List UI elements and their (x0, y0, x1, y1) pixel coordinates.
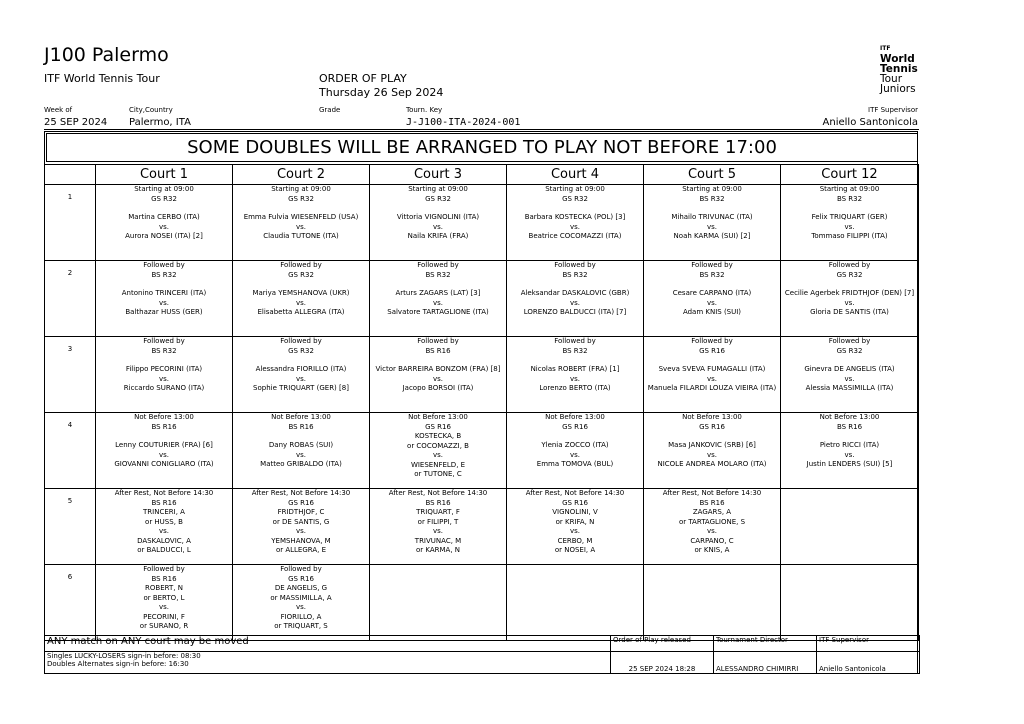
order-of-play-heading: ORDER OF PLAY (319, 72, 407, 85)
match-line: or KRIFA, N (555, 517, 595, 526)
match-line: Elisabetta ALLEGRA (ITA) (257, 308, 345, 316)
row-number: 3 (45, 337, 96, 413)
match-cell (781, 261, 919, 337)
match-line: vs. (158, 298, 169, 307)
match-line: Followed by (828, 337, 871, 345)
match-cell (644, 185, 781, 261)
match-line: vs. (569, 374, 580, 383)
match-line: ZAGARS, A (692, 508, 732, 516)
match-line: TRIVUNAC, M (414, 536, 462, 545)
match-cell (370, 185, 507, 261)
match-line: vs. (432, 374, 443, 383)
match-line: After Rest, Not Before 14:30 (251, 489, 351, 497)
match-line: vs. (706, 450, 717, 459)
doubles-alternates-text: Doubles Alternates sign-in before: 16:30 (47, 659, 189, 668)
match-line: Barbara KOSTECKA (POL) [3] (524, 213, 626, 221)
match-line: or BALDUCCI, L (137, 546, 191, 554)
match-cell (781, 337, 919, 413)
match-line: PECORINI, F (143, 612, 185, 621)
match-line: Starting at 09:00 (271, 185, 331, 193)
footer-supervisor-label: ITF Supervisor (817, 636, 920, 652)
court-header: Court 12 (781, 165, 919, 185)
week-of-value: 25 SEP 2024 (44, 117, 108, 128)
match-cell (96, 489, 233, 565)
match-line: FRIDTHJOF, C (277, 508, 325, 516)
match-line: Followed by (554, 261, 596, 269)
match-line: BS R16 (151, 422, 177, 431)
match-line: BS R16 (151, 574, 177, 583)
match-line: vs. (295, 298, 306, 307)
match-line: BS R16 (425, 346, 451, 355)
schedule-row (45, 413, 919, 489)
match-line: or SURANO, R (139, 622, 189, 630)
match-line: BS R16 (288, 422, 314, 431)
match-line: Followed by (143, 261, 185, 269)
court-header: Court 2 (233, 165, 370, 185)
logo-line-2: Tennis (880, 63, 918, 75)
match-cell (96, 185, 233, 261)
match-cell (233, 337, 370, 413)
match-line: Cecilie Agerbek FRIDTHJOF (DEN) [7] (784, 289, 915, 297)
schedule-row (45, 489, 919, 565)
match-line: Naila KRIFA (FRA) (407, 232, 469, 240)
match-line: Aleksandar DASKALOVIC (GBR) (520, 289, 630, 297)
match-line: BS R32 (562, 346, 588, 355)
match-line: Gloria DE SANTIS (ITA) (810, 308, 889, 316)
match-cell (507, 185, 644, 261)
schedule-row (45, 565, 919, 641)
match-line: GS R16 (562, 498, 588, 507)
match-line (781, 356, 918, 365)
match-line: GS R32 (288, 270, 314, 279)
match-cell (644, 261, 781, 337)
tourn-key-label: Tourn. Key (406, 106, 443, 114)
match-line: or COCOMAZZI, B (407, 441, 469, 450)
match-line: vs. (295, 222, 306, 231)
court-header-row (45, 165, 919, 185)
match-line (644, 204, 780, 213)
match-cell (96, 337, 233, 413)
match-line: Lorenzo BERTO (ITA) (539, 384, 611, 392)
match-line: GS R16 (288, 498, 314, 507)
match-line: Aurora NOSEI (ITA) [2] (125, 232, 203, 240)
match-line (370, 204, 506, 213)
match-line: Dany ROBAS (SUI) (268, 441, 334, 449)
match-line: BS R32 (699, 270, 725, 279)
tourn-key-value: J-J100-ITA-2024-001 (406, 117, 521, 128)
match-line: vs. (706, 374, 717, 383)
director-label: Tournament Director (714, 636, 817, 652)
match-line: Nicolas ROBERT (FRA) [1] (530, 365, 620, 373)
match-line: Emma Fulvia WIESENFELD (USA) (243, 213, 359, 221)
match-line (644, 280, 780, 289)
supervisor-value: Aniello Santonicola (822, 117, 918, 128)
row-number-header (45, 165, 96, 185)
match-line: vs. (569, 222, 580, 231)
match-line: Adam KNIS (SUI) (682, 308, 742, 316)
match-line: YEMSHANOVA, M (271, 536, 331, 545)
match-line: Salvatore TARTAGLIONE (ITA) (387, 308, 489, 316)
logo-line-4: Juniors (880, 83, 916, 95)
match-line: vs. (295, 374, 306, 383)
match-line: Starting at 09:00 (545, 185, 605, 193)
match-line: DE ANGELIS, G (274, 584, 328, 592)
move-notice: ANY match on ANY court may be moved (45, 636, 611, 652)
match-line: Emma TOMOVA (BUL) (536, 460, 614, 468)
match-line: Lenny COUTURIER (FRA) [6] (115, 441, 213, 449)
match-line: GS R32 (562, 194, 588, 203)
match-cell (96, 261, 233, 337)
match-line: or ALLEGRA, E (275, 546, 327, 554)
match-line: Jacopo BORSOI (ITA) (402, 384, 474, 392)
match-line (507, 432, 643, 441)
logo-line-3: Tour (880, 73, 903, 85)
match-line: vs. (706, 527, 717, 535)
sign-in-info (45, 651, 611, 673)
match-line: Manuela FILARDI LOUZA VIEIRA (ITA) (647, 384, 777, 392)
match-cell (644, 489, 781, 565)
match-line: or TRIQUART, S (274, 622, 328, 630)
match-line: GS R32 (288, 194, 314, 203)
match-line: Followed by (417, 261, 459, 269)
schedule-row (45, 337, 919, 413)
match-cell (781, 489, 919, 565)
week-of-label: Week of (44, 106, 73, 114)
match-line: Arturs ZAGARS (LAT) [3] (395, 289, 481, 297)
match-line (96, 280, 232, 289)
match-line: vs. (158, 450, 169, 459)
match-line (507, 280, 643, 289)
match-line: Followed by (143, 337, 185, 345)
match-cell (507, 413, 644, 489)
match-cell (644, 413, 781, 489)
match-line: Not Before 13:00 (408, 413, 468, 421)
match-line: Antonino TRINCERI (ITA) (121, 289, 207, 297)
match-line: Not Before 13:00 (545, 413, 605, 421)
match-line: Starting at 09:00 (408, 185, 468, 193)
city-label: City,Country (129, 106, 173, 114)
match-line: Claudia TUTONE (ITA) (263, 232, 339, 240)
play-date: Thursday 26 Sep 2024 (319, 86, 444, 99)
match-cell (233, 489, 370, 565)
match-line: GS R16 (562, 422, 588, 431)
match-line: Followed by (691, 337, 733, 345)
match-line: BS R16 (425, 498, 451, 507)
match-line: BS R32 (836, 194, 863, 203)
match-line: vs. (844, 298, 855, 307)
match-line: vs. (295, 603, 306, 611)
match-line (233, 356, 369, 365)
match-line (370, 280, 506, 289)
match-line: Noah KARMA (SUI) [2] (673, 232, 751, 240)
match-line (96, 204, 232, 213)
match-line: vs. (432, 298, 443, 307)
match-cell (507, 489, 644, 565)
tour-name: ITF World Tennis Tour (44, 72, 160, 85)
match-cell (781, 413, 919, 489)
released-value: 25 SEP 2024 18:28 (611, 651, 714, 673)
match-line: Pietro RICCI (ITA) (819, 441, 880, 449)
match-line: Filippo PECORINI (ITA) (125, 365, 203, 373)
released-label: Order of Play released (611, 636, 714, 652)
lucky-losers-text: Singles LUCKY-LOSERS sign-in before: 08:30 (47, 651, 201, 660)
match-line: WIESENFELD, E (410, 460, 466, 469)
match-line: After Rest, Not Before 14:30 (114, 489, 214, 497)
match-line: vs. (569, 298, 580, 307)
match-line: Riccardo SURANO (ITA) (123, 384, 205, 392)
match-line: vs. (706, 222, 717, 231)
city-value: Palermo, ITA (129, 117, 191, 128)
match-line: Followed by (691, 261, 733, 269)
match-line: or KNIS, A (694, 546, 730, 554)
match-line: Mariya YEMSHANOVA (UKR) (252, 289, 350, 297)
match-line: BS R32 (699, 194, 725, 203)
match-line: VIGNOLINI, V (552, 508, 598, 516)
match-line: Followed by (828, 261, 871, 269)
match-line: BS R32 (151, 270, 177, 279)
match-line: Alessia MASSIMILLA (ITA) (805, 384, 894, 392)
row-number: 5 (45, 489, 96, 565)
match-line (644, 432, 780, 441)
match-cell (370, 565, 507, 641)
footer-table (44, 635, 920, 674)
match-line: or DE SANTIS, G (272, 517, 330, 526)
match-line: CERBO, M (557, 536, 593, 545)
match-line: Justin LENDERS (SUI) [5] (806, 460, 893, 468)
match-line: or MASSIMILLA, A (270, 593, 332, 602)
match-line (96, 432, 232, 441)
match-line: Not Before 13:00 (134, 413, 194, 421)
footer-supervisor-value: Aniello Santonicola (817, 651, 920, 673)
match-line: Masa JANKOVIC (SRB) [6] (668, 441, 756, 449)
match-line: BS R16 (699, 498, 725, 507)
logo-line-1: World (880, 53, 915, 65)
match-cell (233, 413, 370, 489)
match-line: vs. (844, 374, 855, 383)
match-line: Followed by (417, 337, 459, 345)
match-line: or KARMA, N (415, 546, 461, 554)
match-cell (507, 565, 644, 641)
match-line: After Rest, Not Before 14:30 (388, 489, 488, 497)
match-line (507, 356, 643, 365)
match-line: or TARTAGLIONE, S (678, 517, 746, 526)
match-line: After Rest, Not Before 14:30 (525, 489, 625, 497)
match-line: BS R32 (425, 270, 451, 279)
match-line: Followed by (280, 337, 322, 345)
schedule-row (45, 261, 919, 337)
match-line: vs. (158, 374, 169, 383)
match-line: CARPANO, C (690, 536, 734, 545)
match-line: TRIQUART, F (416, 508, 460, 516)
match-line: ROBERT, N (145, 584, 183, 592)
court-header: Court 1 (96, 165, 233, 185)
match-line: Victor BARREIRA BONZOM (FRA) [8] (375, 365, 501, 373)
match-line: GS R16 (288, 574, 314, 583)
match-line: vs. (569, 527, 580, 535)
grade-label: Grade (319, 106, 341, 114)
match-line: Followed by (280, 261, 322, 269)
match-line: LORENZO BALDUCCI (ITA) [7] (523, 308, 627, 316)
match-line: GS R16 (425, 422, 451, 431)
match-line: Sophie TRIQUART (GER) [8] (253, 384, 349, 392)
match-line: Tommaso FILIPPI (ITA) (811, 232, 888, 240)
schedule-row (45, 185, 919, 261)
match-line: vs. (569, 450, 580, 459)
match-line: Starting at 09:00 (819, 185, 880, 193)
match-cell (507, 337, 644, 413)
match-cell (370, 413, 507, 489)
match-line: GS R32 (151, 194, 177, 203)
match-line: Not Before 13:00 (682, 413, 742, 421)
match-line: Cesare CARPANO (ITA) (672, 289, 752, 297)
row-number: 6 (45, 565, 96, 641)
supervisor-label: ITF Supervisor (868, 106, 918, 114)
match-line: Followed by (143, 565, 185, 573)
match-cell (781, 565, 919, 641)
match-cell (96, 413, 233, 489)
match-line (781, 432, 918, 441)
court-header: Court 5 (644, 165, 781, 185)
match-line: TRINCERI, A (143, 508, 185, 516)
match-line (233, 432, 369, 441)
match-line: vs. (295, 527, 306, 535)
court-header: Court 4 (507, 165, 644, 185)
match-line: GS R16 (699, 422, 725, 431)
logo-itf-text: ITF (880, 45, 891, 52)
match-line (370, 356, 506, 365)
match-line (233, 280, 369, 289)
match-cell (370, 489, 507, 565)
match-line: BS R32 (151, 346, 177, 355)
match-line: Balthazar HUSS (GER) (125, 308, 203, 316)
match-line: Mihailo TRIVUNAC (ITA) (671, 213, 753, 221)
match-line: NICOLE ANDREA MOLARO (ITA) (657, 460, 767, 468)
match-line: Starting at 09:00 (134, 185, 194, 193)
match-line: DASKALOVIC, A (137, 536, 191, 545)
match-line: vs. (158, 527, 169, 535)
match-line: Felix TRIQUART (GER) (811, 213, 888, 221)
match-line: Alessandra FIORILLO (ITA) (255, 365, 347, 373)
match-line: or NOSEI, A (554, 546, 596, 554)
match-line: GIOVANNI CONIGLIARO (ITA) (114, 460, 214, 468)
director-value: ALESSANDRO CHIMIRRI (714, 651, 817, 673)
match-cell (644, 337, 781, 413)
match-line: KOSTECKA, B (414, 432, 462, 440)
match-line: vs. (432, 222, 443, 231)
match-line: FIORILLO, A (280, 612, 322, 621)
match-line: Followed by (280, 565, 322, 573)
match-cell (96, 565, 233, 641)
match-line: vs. (844, 222, 855, 231)
match-line (96, 356, 232, 365)
match-line: vs. (158, 603, 169, 611)
match-line: vs. (844, 450, 855, 459)
match-line: BS R32 (562, 270, 588, 279)
match-line: Not Before 13:00 (271, 413, 331, 421)
row-number: 2 (45, 261, 96, 337)
match-line (781, 204, 918, 213)
match-line: Matteo GRIBALDO (ITA) (260, 460, 342, 468)
match-line (781, 280, 918, 289)
match-cell (781, 185, 919, 261)
match-line: GS R32 (288, 346, 314, 355)
doubles-banner: SOME DOUBLES WILL BE ARRANGED TO PLAY NOT BEFORE 17:00 (46, 133, 918, 162)
match-line: Followed by (554, 337, 596, 345)
match-line: Beatrice COCOMAZZI (ITA) (528, 232, 622, 240)
match-line: Ylenia ZOCCO (ITA) (541, 441, 609, 449)
match-line: vs. (158, 222, 169, 231)
match-line: Sveva SVEVA FUMAGALLI (ITA) (658, 365, 766, 373)
match-cell (233, 185, 370, 261)
match-cell (644, 565, 781, 641)
schedule-grid (44, 164, 919, 641)
match-line: Vittoria VIGNOLINI (ITA) (396, 213, 480, 221)
match-line: GS R32 (836, 346, 863, 355)
match-line: Martina CERBO (ITA) (128, 213, 200, 221)
match-line: vs. (706, 298, 717, 307)
match-line: vs. (432, 527, 443, 535)
court-header: Court 3 (370, 165, 507, 185)
header-divider (44, 129, 919, 130)
match-line: or HUSS, B (145, 517, 183, 526)
match-cell (370, 261, 507, 337)
match-line: Not Before 13:00 (819, 413, 880, 421)
match-cell (370, 337, 507, 413)
row-number: 4 (45, 413, 96, 489)
match-line: BS R16 (151, 498, 177, 507)
match-line: Starting at 09:00 (682, 185, 742, 193)
row-number: 1 (45, 185, 96, 261)
match-line: or FILIPPI, T (417, 517, 459, 526)
match-line: GS R32 (836, 270, 863, 279)
match-cell (507, 261, 644, 337)
match-line: vs. (295, 450, 306, 459)
match-line: After Rest, Not Before 14:30 (662, 489, 762, 497)
match-line (233, 204, 369, 213)
match-line: BS R16 (836, 422, 863, 431)
match-line (644, 356, 780, 365)
match-line: GS R32 (425, 194, 451, 203)
match-line: or BERTO, L (143, 593, 185, 602)
match-cell (233, 565, 370, 641)
match-line: GS R16 (699, 346, 725, 355)
match-line: Ginevra DE ANGELIS (ITA) (804, 365, 895, 373)
match-cell (233, 261, 370, 337)
match-line: vs. (432, 451, 443, 459)
match-line (507, 204, 643, 213)
match-line: or TUTONE, C (414, 470, 462, 478)
tournament-title: J100 Palermo (44, 44, 169, 66)
itf-logo (880, 44, 918, 94)
